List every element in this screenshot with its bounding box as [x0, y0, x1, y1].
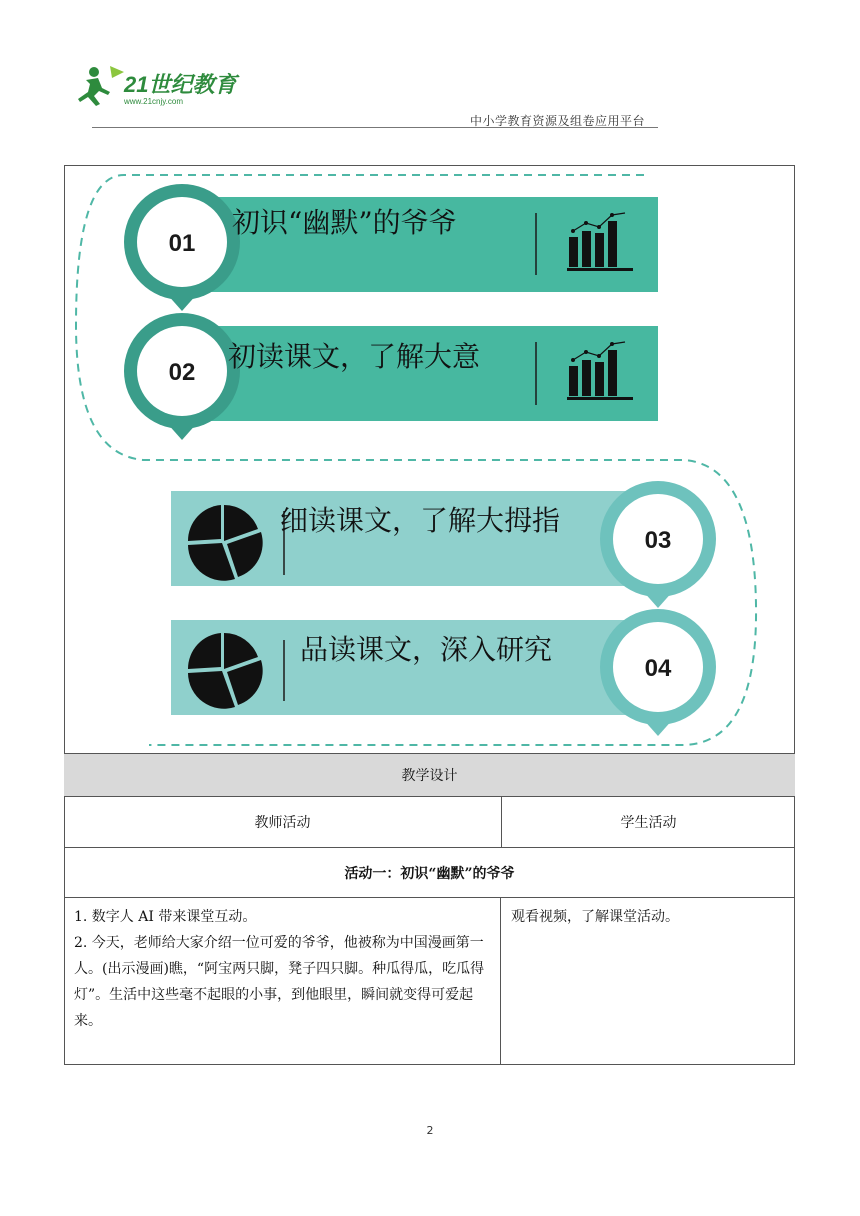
column-header-row	[64, 797, 795, 848]
student-column-header: 学生活动	[620, 815, 677, 831]
runner-logo-icon	[72, 62, 242, 110]
activity-content-row	[64, 898, 795, 1065]
teacher-column-header: 教师活动	[64, 797, 502, 847]
teacher-line: 1. 数字人 AI 带来课堂互动。	[74, 909, 257, 925]
activity-title: 活动一：初识“幽默”的爷爷	[64, 848, 795, 898]
item-title: 细读课文，了解大拇指	[280, 504, 561, 537]
lesson-outline-graphic	[64, 165, 795, 753]
logo-text: 21世纪教育	[124, 72, 237, 97]
teacher-line: 2. 今天，老师给大家介绍一位可爱的爷爷，他被称为中国漫画第一人。(出示漫画)瞧，“阿宝两只脚，凳子四只脚。种瓜得瓜，吃瓜得灯”。生活中这些毫不起眼的小事，到他眼里，瞬间就变得可爱起来。	[74, 935, 485, 1029]
item-number: 03	[644, 527, 672, 554]
item-title: 品读课文，深入研究	[300, 633, 553, 666]
item-number: 01	[168, 230, 196, 257]
page-number: 2	[426, 1124, 434, 1137]
platform-name: 中小学教育资源及组卷应用平台	[470, 114, 646, 128]
student-activity-cell: 观看视频，了解课堂活动。	[511, 909, 679, 925]
item-number: 04	[644, 655, 672, 682]
header-divider	[92, 127, 658, 128]
item-title: 初读课文，了解大意	[228, 340, 481, 373]
logo-url: www.21cnjy.com	[124, 97, 183, 106]
teacher-activity-cell	[64, 898, 501, 1065]
item-title: 初识“幽默”的爷爷	[232, 206, 457, 239]
item-number: 02	[168, 359, 196, 386]
site-logo	[72, 62, 242, 110]
section-title: 教学设计	[64, 753, 795, 797]
